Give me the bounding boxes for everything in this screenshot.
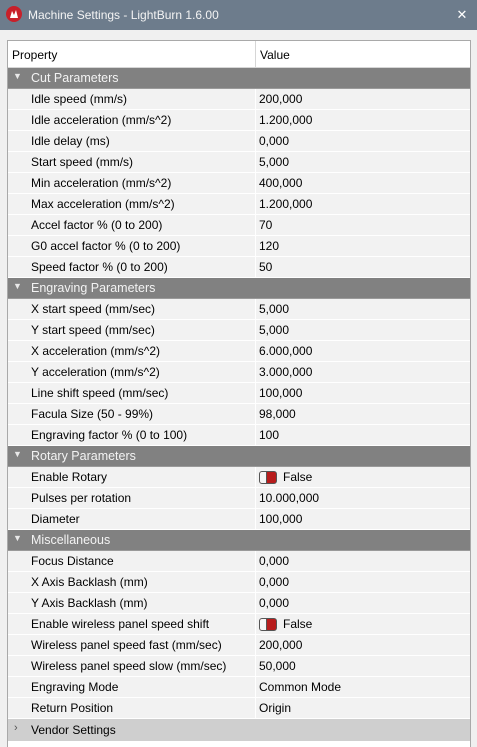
table-row[interactable] — [8, 215, 470, 236]
property-value: False — [283, 617, 313, 631]
chevron-right-icon[interactable]: › — [14, 722, 18, 734]
property-table — [7, 40, 471, 747]
group-label: Rotary Parameters — [31, 449, 136, 463]
property-label: Max acceleration (mm/s^2) — [31, 197, 175, 211]
group-vendor-settings[interactable] — [8, 719, 470, 741]
toggle-knob — [260, 619, 267, 630]
property-label: Line shift speed (mm/sec) — [31, 386, 169, 400]
column-header-value[interactable]: Value — [260, 48, 290, 62]
property-label: Y start speed (mm/sec) — [31, 323, 155, 337]
table-row[interactable] — [8, 257, 470, 278]
table-row[interactable] — [8, 509, 470, 530]
column-divider — [255, 614, 256, 635]
table-row[interactable] — [8, 488, 470, 509]
property-label: Wireless panel speed slow (mm/sec) — [31, 659, 227, 673]
column-divider — [255, 677, 256, 698]
property-value[interactable]: 98,000 — [259, 407, 296, 421]
table-row[interactable] — [8, 194, 470, 215]
column-divider[interactable] — [255, 41, 256, 67]
property-label: Diameter — [31, 512, 80, 526]
table-row[interactable] — [8, 656, 470, 677]
group-miscellaneous[interactable] — [8, 530, 470, 551]
property-value[interactable]: 200,000 — [259, 638, 303, 652]
wireless-speed-shift-toggle[interactable] — [259, 618, 277, 631]
column-divider — [255, 110, 256, 131]
return-position-select[interactable]: Origin — [259, 701, 292, 715]
property-label: Enable wireless panel speed shift — [31, 617, 210, 631]
group-label: Miscellaneous — [31, 533, 111, 547]
table-row[interactable] — [8, 551, 470, 572]
table-row[interactable] — [8, 152, 470, 173]
property-label: X acceleration (mm/s^2) — [31, 344, 160, 358]
chevron-down-icon[interactable]: ▼ — [13, 449, 22, 459]
property-value[interactable]: 5,000 — [259, 323, 290, 337]
chevron-down-icon[interactable]: ▼ — [13, 71, 22, 81]
table-row[interactable] — [8, 236, 470, 257]
property-label: Y acceleration (mm/s^2) — [31, 365, 160, 379]
property-value[interactable]: 1.200,000 — [259, 113, 313, 127]
column-divider — [255, 383, 256, 404]
property-value[interactable]: 5,000 — [259, 155, 290, 169]
toggle-knob — [260, 472, 267, 483]
table-row[interactable] — [8, 320, 470, 341]
property-value[interactable]: 0,000 — [259, 596, 290, 610]
table-row[interactable] — [8, 614, 470, 635]
column-divider — [255, 194, 256, 215]
group-label: Cut Parameters — [31, 71, 119, 85]
property-label: Facula Size (50 - 99%) — [31, 407, 154, 421]
title-bar — [0, 0, 477, 30]
property-value[interactable]: 10.000,000 — [259, 491, 320, 505]
column-divider — [255, 467, 256, 488]
property-label: Min acceleration (mm/s^2) — [31, 176, 172, 190]
window-title: Machine Settings - LightBurn 1.6.00 — [28, 8, 219, 22]
property-value[interactable]: 200,000 — [259, 92, 303, 106]
column-header-property[interactable]: Property — [12, 48, 58, 62]
property-label: Idle acceleration (mm/s^2) — [31, 113, 172, 127]
property-label: Engraving Mode — [31, 680, 119, 694]
property-value[interactable]: 120 — [259, 239, 280, 253]
column-divider — [255, 236, 256, 257]
table-row[interactable] — [8, 173, 470, 194]
table-row[interactable] — [8, 110, 470, 131]
property-value[interactable]: 100,000 — [259, 512, 303, 526]
chevron-down-icon[interactable]: ▼ — [13, 281, 22, 291]
property-value[interactable]: 1.200,000 — [259, 197, 313, 211]
engraving-mode-select[interactable]: Common Mode — [259, 680, 342, 694]
property-label: Return Position — [31, 701, 114, 715]
column-divider — [255, 341, 256, 362]
property-label: Idle speed (mm/s) — [31, 92, 128, 106]
property-value[interactable]: 50,000 — [259, 659, 296, 673]
column-divider — [255, 551, 256, 572]
property-label: Focus Distance — [31, 554, 114, 568]
column-divider — [255, 362, 256, 383]
table-row[interactable] — [8, 404, 470, 425]
table-row[interactable] — [8, 677, 470, 698]
lightburn-logo-icon — [6, 6, 22, 22]
column-divider — [255, 257, 256, 278]
column-divider — [255, 89, 256, 110]
table-row[interactable] — [8, 341, 470, 362]
column-divider — [255, 593, 256, 614]
column-divider — [255, 635, 256, 656]
column-divider — [255, 131, 256, 152]
property-value[interactable]: 3.000,000 — [259, 365, 313, 379]
table-row[interactable] — [8, 89, 470, 110]
property-label: Pulses per rotation — [31, 491, 132, 505]
group-label: Vendor Settings — [31, 723, 116, 737]
table-row[interactable] — [8, 131, 470, 152]
column-divider — [255, 698, 256, 719]
property-label: Engraving factor % (0 to 100) — [31, 428, 188, 442]
column-divider — [255, 572, 256, 593]
property-label: X Axis Backlash (mm) — [31, 575, 148, 589]
table-row[interactable] — [8, 299, 470, 320]
property-label: G0 accel factor % (0 to 200) — [31, 239, 181, 253]
table-header — [8, 41, 470, 68]
column-divider — [255, 299, 256, 320]
property-value[interactable]: 50 — [259, 260, 273, 274]
property-label: Speed factor % (0 to 200) — [31, 260, 168, 274]
property-value[interactable]: 5,000 — [259, 302, 290, 316]
group-label: Engraving Parameters — [31, 281, 156, 295]
property-label: Y Axis Backlash (mm) — [31, 596, 148, 610]
table-row[interactable] — [8, 593, 470, 614]
column-divider — [255, 404, 256, 425]
close-button[interactable]: ✕ — [456, 7, 468, 22]
column-divider — [255, 173, 256, 194]
enable-rotary-toggle[interactable] — [259, 471, 277, 484]
table-row[interactable] — [8, 425, 470, 446]
property-value[interactable]: 0,000 — [259, 575, 290, 589]
property-value[interactable]: 400,000 — [259, 176, 303, 190]
column-divider — [255, 320, 256, 341]
property-value[interactable]: 70 — [259, 218, 273, 232]
table-row[interactable] — [8, 635, 470, 656]
table-row[interactable] — [8, 383, 470, 404]
table-row[interactable] — [8, 467, 470, 488]
column-divider — [255, 425, 256, 446]
column-divider — [255, 152, 256, 173]
column-divider — [255, 656, 256, 677]
property-value[interactable]: 100 — [259, 428, 280, 442]
column-divider — [255, 488, 256, 509]
property-value[interactable]: 6.000,000 — [259, 344, 313, 358]
property-value[interactable]: 100,000 — [259, 386, 303, 400]
property-value[interactable]: 0,000 — [259, 554, 290, 568]
property-label: Start speed (mm/s) — [31, 155, 134, 169]
column-divider — [255, 509, 256, 530]
chevron-down-icon[interactable]: ▼ — [13, 533, 22, 543]
group-rotary-parameters[interactable] — [8, 446, 470, 467]
property-label: Idle delay (ms) — [31, 134, 110, 148]
property-label: Accel factor % (0 to 200) — [31, 218, 163, 232]
property-label: Wireless panel speed fast (mm/sec) — [31, 638, 222, 652]
property-value: False — [283, 470, 313, 484]
table-row[interactable] — [8, 572, 470, 593]
group-cut-parameters[interactable] — [8, 68, 470, 89]
column-divider — [255, 215, 256, 236]
property-label: X start speed (mm/sec) — [31, 302, 156, 316]
table-row[interactable] — [8, 362, 470, 383]
table-row[interactable] — [8, 698, 470, 719]
property-label: Enable Rotary — [31, 470, 108, 484]
property-value[interactable]: 0,000 — [259, 134, 290, 148]
group-engraving-parameters[interactable] — [8, 278, 470, 299]
